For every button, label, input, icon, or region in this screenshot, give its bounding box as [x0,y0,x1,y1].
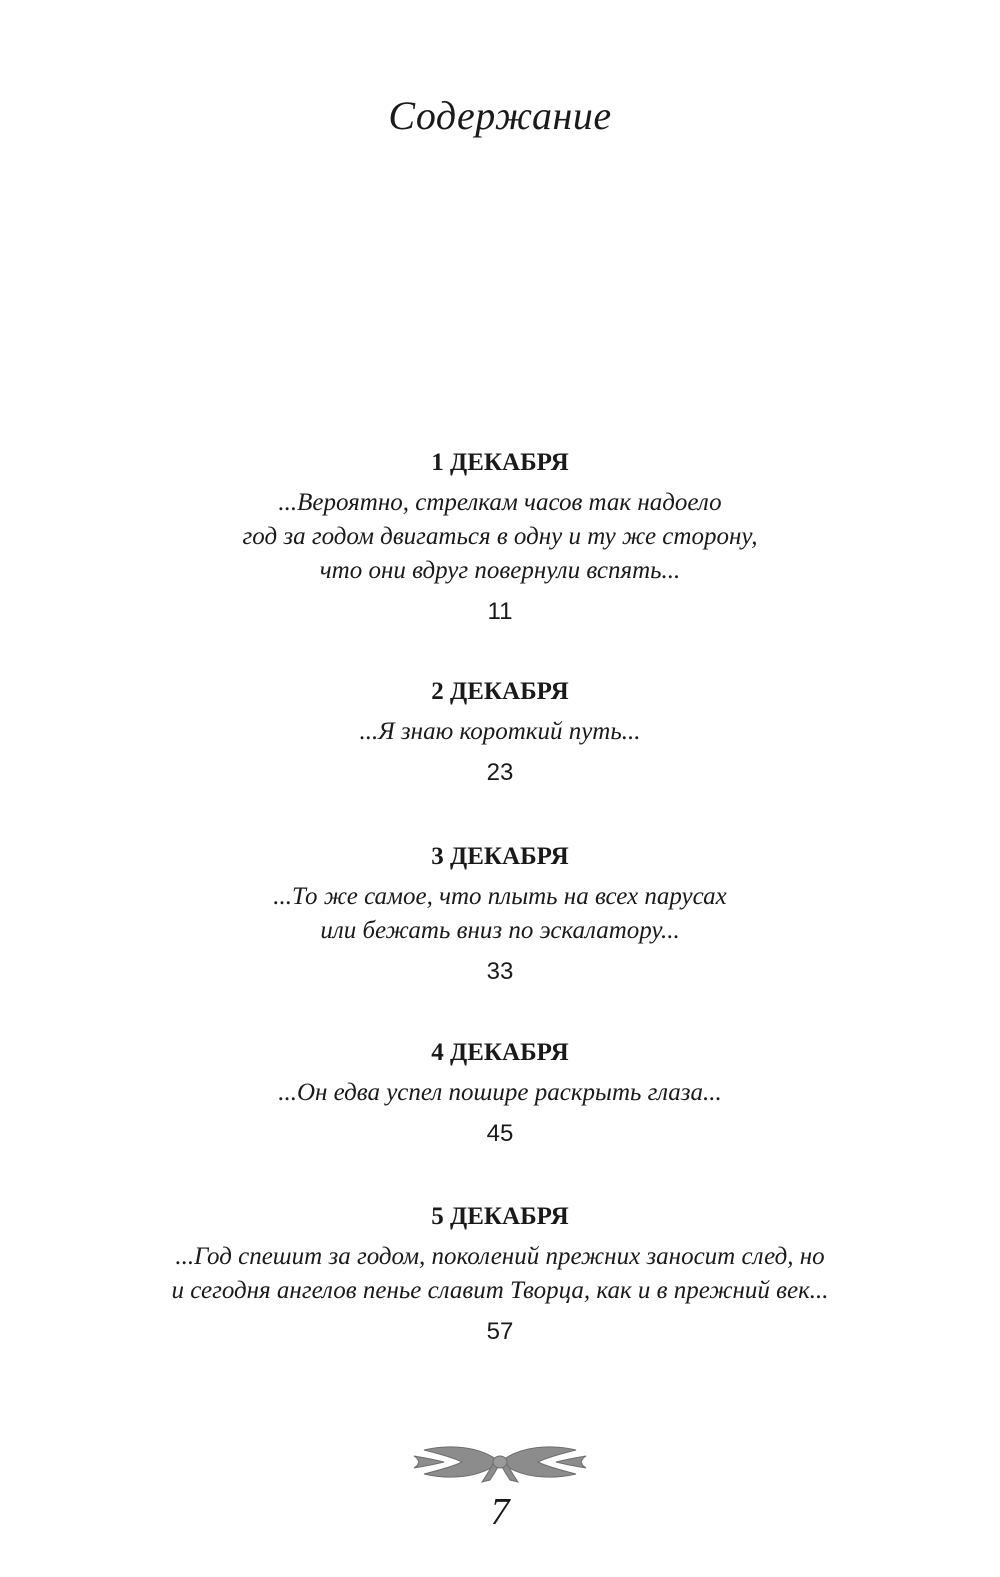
entry-date: 3 ДЕКАБРЯ [431,843,569,870]
entry-quote [0,1240,1000,1308]
toc-entry [0,1036,1000,1151]
entry-date: 2 ДЕКАБРЯ [431,678,569,705]
entry-quote-line: ...Вероятно, стрелкам часов так надоело [278,489,722,516]
toc-entry [0,675,1000,790]
entry-quote [0,486,1000,588]
entry-page-number: 33 [486,958,514,985]
entry-quote-line: ...Он едва успел пошире раскрыть глаза... [278,1079,722,1106]
entry-quote-line: ...Я знаю короткий путь... [359,718,641,745]
entry-quote [0,715,1000,749]
entry-quote-line: что они вдруг повернули вспять... [319,557,681,584]
page-title: Содержание [388,93,612,138]
entry-page-number: 57 [486,1318,514,1345]
entry-quote-line: ...Год спешит за годом, поколений прежних заносит след, но [175,1243,825,1270]
toc-entry [0,446,1000,629]
entry-date: 1 ДЕКАБРЯ [431,449,569,476]
entry-page-number: 11 [487,598,513,625]
entry-quote-line: ...То же самое, что плыть на всех парусах [273,883,727,910]
entry-page-number: 45 [486,1120,514,1147]
entry-quote-line: или бежать вниз по эскалатору... [320,917,680,944]
entry-page-number: 23 [486,759,514,786]
entry-date: 4 ДЕКАБРЯ [431,1039,569,1066]
entry-quote-line: и сегодня ангелов пенье славит Творца, как и в прежний век... [171,1277,829,1304]
entry-quote [0,1076,1000,1110]
entry-date: 5 ДЕКАБРЯ [431,1203,569,1230]
entry-quote [0,880,1000,948]
entry-quote-line: год за годом двигаться в одну и ту же сторону, [242,523,758,550]
toc-entry [0,1200,1000,1349]
ribbon-bow-icon [410,1440,590,1484]
toc-entry [0,840,1000,989]
page-number: 7 [490,1491,510,1533]
